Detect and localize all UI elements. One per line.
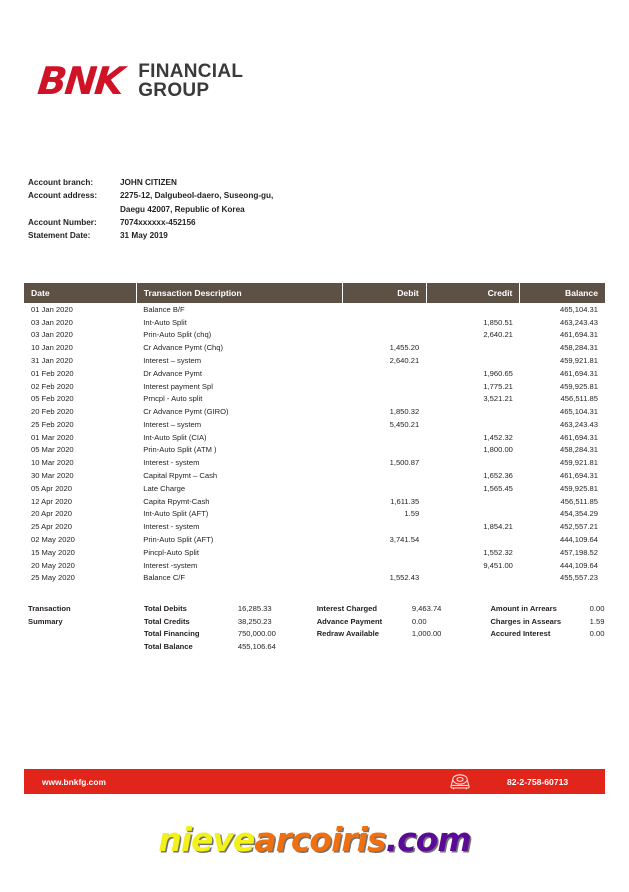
account-details (28, 176, 273, 242)
cell-balance: 457,198.52 (559, 547, 598, 557)
summary-label: Advance Payment (316, 616, 383, 626)
cell-balance: 458,284.31 (559, 343, 598, 353)
cell-date: 01 Feb 2020 (31, 368, 74, 378)
cell-balance: 452,557.21 (559, 522, 598, 532)
cell-debit (342, 559, 426, 572)
cell-debit: 5,450.21 (389, 419, 420, 429)
table-row (24, 571, 605, 584)
summary-row (28, 603, 629, 616)
cell-date: 30 Mar 2020 (31, 471, 74, 481)
cell-balance: 455,557.23 (559, 573, 598, 583)
column-header-credit: Credit (426, 283, 520, 303)
cell-credit (426, 341, 520, 354)
cell-balance: 459,925.81 (559, 483, 598, 493)
summary-value (412, 641, 491, 654)
cell-balance: 461,694.31 (559, 330, 598, 340)
column-header-balance: Balance (520, 283, 605, 303)
summary-value: 455,106.64 (237, 641, 276, 651)
table-row (24, 316, 605, 329)
table-row (24, 546, 605, 559)
cell-credit (426, 418, 520, 431)
summary-label (317, 641, 412, 654)
column-header-debit: Debit (342, 283, 426, 303)
cell-balance: 458,284.31 (559, 445, 598, 455)
bnk-logo-mark: BNK (35, 59, 125, 104)
summary-value: 0.00 (589, 629, 605, 639)
cell-balance: 461,694.31 (559, 368, 598, 378)
footer-phone-number[interactable]: 82-2-758-60713 (507, 776, 569, 787)
summary-value: 0.00 (411, 616, 427, 626)
summary-value: 38,250.23 (237, 616, 272, 626)
cell-credit (426, 405, 520, 418)
summary-value: 9,463.74 (411, 604, 442, 613)
summary-label: Total Credits (143, 616, 190, 626)
cell-description: Cr Advance Pymt (GIRO) (143, 407, 229, 417)
cell-credit: 1,854.21 (483, 522, 513, 532)
cell-date: 12 Apr 2020 (31, 496, 72, 506)
summary-title-line1: Transaction (28, 604, 71, 613)
cell-credit: 1,800.00 (483, 445, 513, 455)
cell-credit: 2,640.21 (483, 330, 513, 340)
cell-balance: 463,243.43 (559, 317, 598, 327)
summary-value: 16,285.33 (237, 604, 272, 613)
cell-description: Interest payment Spl (143, 381, 213, 391)
summary-row (28, 641, 629, 654)
transactions-header-row (24, 283, 605, 303)
cell-debit (342, 316, 426, 329)
cell-debit (342, 546, 426, 559)
summary-label: Amount in Arrears (490, 604, 557, 613)
cell-credit: 9,451.00 (483, 560, 513, 570)
cell-debit (342, 329, 426, 342)
telephone-icon (449, 772, 471, 796)
cell-description: Balance C/F (143, 573, 186, 583)
cell-date: 31 Jan 2020 (31, 356, 73, 366)
cell-description: Prin-Auto Split (AFT) (143, 534, 214, 544)
account-detail-label (28, 203, 120, 216)
table-row (24, 469, 605, 482)
cell-date: 25 Feb 2020 (31, 419, 74, 429)
table-row (24, 418, 605, 431)
cell-description: Interest -system (143, 560, 198, 570)
cell-debit (342, 469, 426, 482)
cell-description: Pincpl-Auto Split (143, 547, 199, 557)
cell-date: 03 Jan 2020 (31, 330, 73, 340)
cell-description: Cr Advance Pymt (Chq) (143, 343, 224, 353)
cell-credit (426, 303, 520, 316)
table-row (24, 405, 605, 418)
logo-word-group: GROUP (138, 80, 210, 102)
table-row (24, 482, 605, 495)
summary-value (590, 641, 629, 654)
cell-description: Late Charge (143, 483, 186, 493)
cell-debit: 2,640.21 (389, 356, 420, 366)
cell-debit (342, 392, 426, 405)
transaction-summary-table (28, 603, 629, 653)
summary-label: Total Debits (143, 604, 187, 613)
cell-description: Int-Auto Split (CIA) (143, 432, 207, 442)
cell-description: Int-Auto Split (AFT) (143, 509, 209, 519)
column-header-description: Transaction Description (136, 283, 342, 303)
account-detail-row (28, 189, 273, 202)
summary-label (490, 641, 589, 654)
summary-row (28, 616, 629, 629)
cell-credit: 1,960.65 (483, 368, 513, 378)
cell-credit (426, 456, 520, 469)
transactions-table (24, 283, 605, 584)
cell-date: 05 Feb 2020 (31, 394, 74, 404)
cell-debit (342, 303, 426, 316)
cell-credit (426, 508, 520, 521)
account-detail-value: 2275-12, Dalgubeol-daero, Suseong-gu, (120, 191, 274, 201)
transaction-summary-body (28, 603, 629, 653)
cell-balance: 459,921.81 (559, 458, 598, 468)
account-detail-row (28, 229, 273, 242)
cell-credit (426, 533, 520, 546)
table-row (24, 559, 605, 572)
cell-date: 10 Mar 2020 (31, 458, 74, 468)
summary-value: 750,000.00 (237, 629, 276, 639)
table-row (24, 329, 605, 342)
column-header-date: Date (24, 283, 136, 303)
cell-balance: 456,511.85 (560, 394, 598, 404)
summary-value: 0.00 (589, 604, 605, 613)
table-row (24, 392, 605, 405)
table-row (24, 341, 605, 354)
watermark (0, 820, 629, 859)
cell-credit: 1,652.36 (483, 471, 513, 481)
cell-date: 25 May 2020 (31, 573, 75, 583)
cell-credit: 1,565.45 (483, 483, 513, 493)
summary-value: 1.59 (589, 616, 605, 626)
cell-date: 05 Mar 2020 (31, 445, 74, 455)
cell-balance: 459,921.81 (559, 356, 598, 366)
cell-balance: 444,109.64 (559, 534, 598, 544)
table-row (24, 508, 605, 521)
summary-spacer (28, 641, 144, 654)
watermark-part-1: nieve (158, 820, 255, 859)
watermark-part-3: .com (385, 820, 471, 859)
cell-date: 01 Jan 2020 (31, 304, 73, 314)
cell-balance: 456,511.85 (560, 496, 598, 506)
cell-date: 20 Apr 2020 (31, 509, 72, 519)
cell-balance: 454,354.29 (559, 509, 598, 519)
cell-description: Prin-Auto Split (chq) (143, 330, 212, 340)
account-detail-label: Account Number: (28, 217, 97, 227)
cell-date: 20 May 2020 (31, 560, 75, 570)
table-row (24, 431, 605, 444)
cell-credit: 1,452.32 (483, 432, 513, 442)
cell-description: Prncpl - Auto split (143, 394, 203, 404)
summary-label: Redraw Available (316, 629, 380, 639)
summary-label: Accured Interest (490, 629, 551, 639)
cell-balance: 465,104.31 (559, 407, 598, 417)
account-detail-row (28, 176, 273, 189)
account-detail-value: 31 May 2019 (120, 231, 168, 241)
cell-debit: 1,500.87 (389, 458, 420, 468)
cell-date: 20 Feb 2020 (31, 407, 74, 417)
cell-description: Interest – system (143, 356, 202, 366)
logo-word-financial: FINANCIAL (138, 61, 244, 82)
account-detail-row (28, 203, 273, 216)
summary-value: 1,000.00 (411, 629, 442, 639)
cell-description: Int-Auto Split (143, 317, 187, 327)
table-row (24, 520, 605, 533)
summary-row (28, 628, 629, 641)
cell-description: Interest - system (143, 522, 200, 532)
transactions-table-body (24, 303, 605, 584)
summary-label: Charges in Assears (490, 616, 562, 626)
cell-balance: 463,243.43 (559, 419, 598, 429)
table-row (24, 303, 605, 316)
cell-debit: 3,741.54 (389, 534, 420, 544)
cell-date: 02 Feb 2020 (31, 381, 74, 391)
cell-debit (342, 444, 426, 457)
cell-description: Interest – system (143, 419, 202, 429)
account-detail-value: 7074xxxxxx-452156 (120, 217, 196, 227)
cell-debit: 1.59 (404, 509, 420, 519)
cell-debit (342, 367, 426, 380)
cell-debit: 1,611.35 (390, 496, 420, 506)
cell-date: 15 May 2020 (31, 547, 75, 557)
summary-title-line2: Summary (28, 616, 63, 626)
summary-label: Total Financing (143, 629, 200, 639)
summary-spacer (28, 628, 144, 641)
cell-credit (426, 571, 520, 584)
cell-description: Prin-Auto Split (ATM ) (143, 445, 217, 455)
cell-debit (342, 520, 426, 533)
cell-balance: 461,694.31 (559, 432, 598, 442)
cell-debit: 1,552.43 (389, 573, 420, 583)
cell-credit: 1,850.51 (483, 317, 513, 327)
transactions-table-head (24, 283, 605, 303)
account-detail-label: Account address: (28, 191, 98, 201)
cell-debit (342, 482, 426, 495)
account-detail-value: JOHN CITIZEN (120, 178, 177, 187)
bnk-logo-wordmark (138, 62, 243, 101)
transaction-summary (28, 603, 629, 653)
cell-debit: 1,850.32 (389, 407, 420, 417)
table-row (24, 533, 605, 546)
table-row (24, 354, 605, 367)
table-row (24, 444, 605, 457)
summary-label: Interest Charged (316, 604, 378, 613)
cell-date: 03 Jan 2020 (31, 317, 73, 327)
footer-bar (24, 769, 605, 794)
cell-description: Dr Advance Pymt (143, 368, 202, 378)
cell-balance: 465,104.31 (559, 304, 598, 314)
cell-balance: 461,694.31 (559, 471, 598, 481)
account-detail-label: Account branch: (28, 178, 94, 187)
cell-credit: 1,775.21 (483, 381, 513, 391)
cell-balance: 459,925.81 (559, 381, 598, 391)
cell-date: 02 May 2020 (31, 534, 75, 544)
footer-website[interactable]: www.bnkfg.com (42, 776, 106, 787)
cell-credit (426, 354, 520, 367)
account-details-body (28, 176, 273, 242)
cell-debit (342, 380, 426, 393)
table-row (24, 367, 605, 380)
table-row (24, 495, 605, 508)
cell-debit: 1,455.20 (389, 343, 420, 353)
cell-description: Interest - system (143, 458, 200, 468)
cell-debit (342, 431, 426, 444)
cell-credit (426, 495, 520, 508)
cell-date: 05 Apr 2020 (31, 483, 72, 493)
cell-credit: 3,521.21 (483, 394, 513, 404)
cell-description: Capital Rpymt – Cash (143, 471, 218, 481)
table-row (24, 380, 605, 393)
account-details-table (28, 176, 273, 242)
account-detail-label: Statement Date: (28, 231, 91, 241)
cell-description: Balance B/F (143, 304, 185, 314)
cell-balance: 444,109.64 (559, 560, 598, 570)
account-detail-row (28, 216, 273, 229)
account-detail-value: Daegu 42007, Republic of Korea (120, 204, 245, 214)
cell-date: 01 Mar 2020 (31, 432, 74, 442)
cell-date: 10 Jan 2020 (31, 343, 73, 353)
bnk-logo (35, 59, 244, 104)
cell-description: Capita Rpymt-Cash (143, 496, 210, 506)
summary-label: Total Balance (143, 641, 193, 651)
watermark-part-2: arcoiris (254, 820, 386, 859)
cell-date: 25 Apr 2020 (31, 522, 72, 532)
table-row (24, 456, 605, 469)
cell-credit: 1,552.32 (483, 547, 513, 557)
